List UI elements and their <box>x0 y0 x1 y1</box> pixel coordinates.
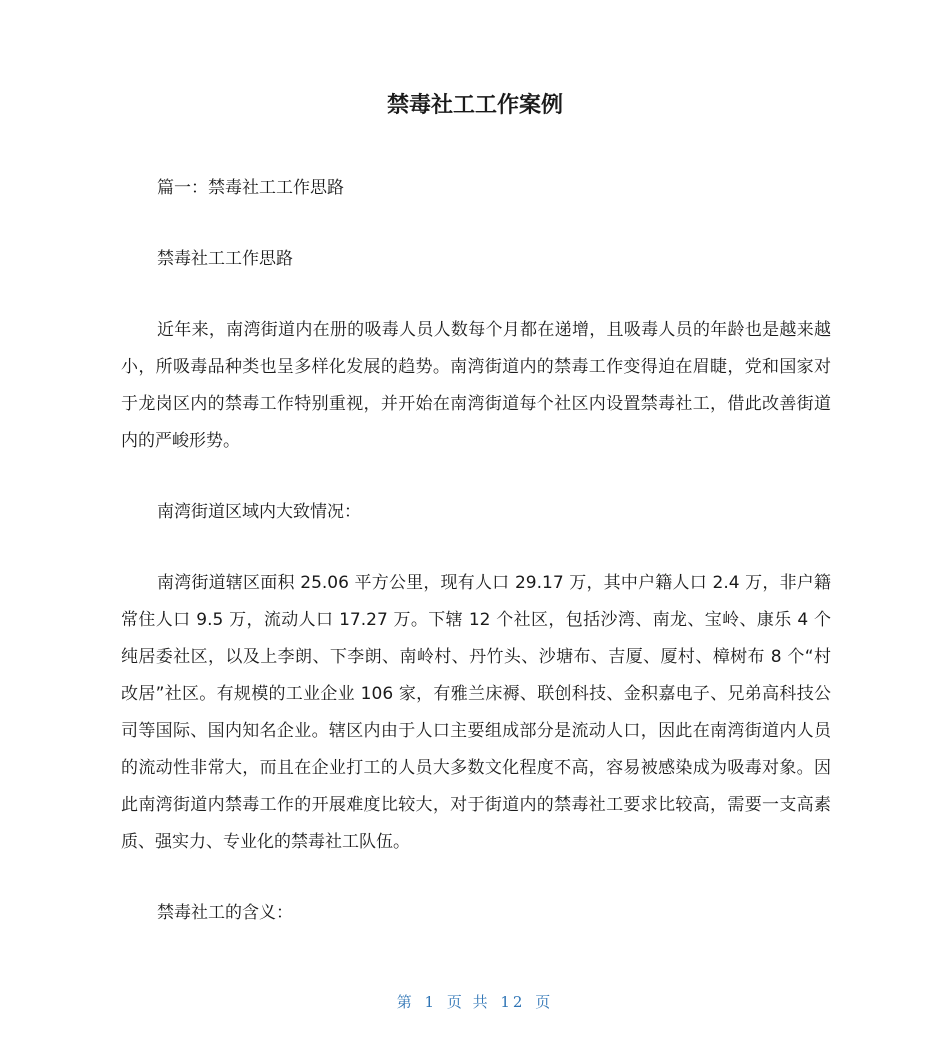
footer-label-pages: 页 <box>535 993 554 1011</box>
paragraph-intro: 近年来，南湾街道内在册的吸毒人员人数每个月都在递增，且吸毒人员的年龄也是越来越小，所吸毒品种类也呈多样化发展的趋势。南湾街道内的禁毒工作变得迫在眉睫，党和国家对于龙岗区内的禁毒工作特别重视，并开始在南湾街道每个社区内设置禁毒社工，借此改善街道内的严峻形势。 <box>121 320 831 451</box>
paragraph-definition-heading: 禁毒社工的含义： <box>157 903 293 923</box>
footer-label-page: 第 <box>396 993 415 1011</box>
paragraph-area-heading: 南湾街道区域内大致情况： <box>157 502 361 522</box>
document-body <box>121 170 831 966</box>
footer-total-pages: 12 <box>500 993 526 1011</box>
paragraph-area-detail: 南湾街道辖区面积 25.06 平方公里，现有人口 29.17 万，其中户籍人口 2.4 万，非户籍常住人口 9.5 万，流动人口 17.27 万。下辖 12 个社区，包括沙湾、南龙、宝岭、康乐 4 个纯居委社区，以及上李朗、下李朗、南岭村、丹竹头、沙塘布、吉厦、厦村、樟树布 8 个“村改居”社区。有规模的工业企业 106 家，有雅兰床褥、联创科技、金积嘉电子、兄弟高科技公司等国际、国内知名企业。辖区内由于人口主要组成部分是流动人口，因此在南湾街道内人员的流动性非常大，而且在企业打工的人员大多数文化程度不高，容易被感染成为吸毒对象。因此南湾街道内禁毒工作的开展难度比较大，对于街道内的禁毒社工要求比较高，需要一支高素质、强实力、专业化的禁毒社工队伍。 <box>121 573 831 852</box>
paragraph-section-heading: 篇一：禁毒社工工作思路 <box>157 178 344 198</box>
paragraph-subheading: 禁毒社工工作思路 <box>157 249 293 269</box>
footer-label-of: 页 共 <box>446 993 491 1011</box>
page-footer <box>0 988 950 1016</box>
footer-current-page: 1 <box>424 993 438 1011</box>
document-title: 禁毒社工工作案例 <box>386 93 563 118</box>
